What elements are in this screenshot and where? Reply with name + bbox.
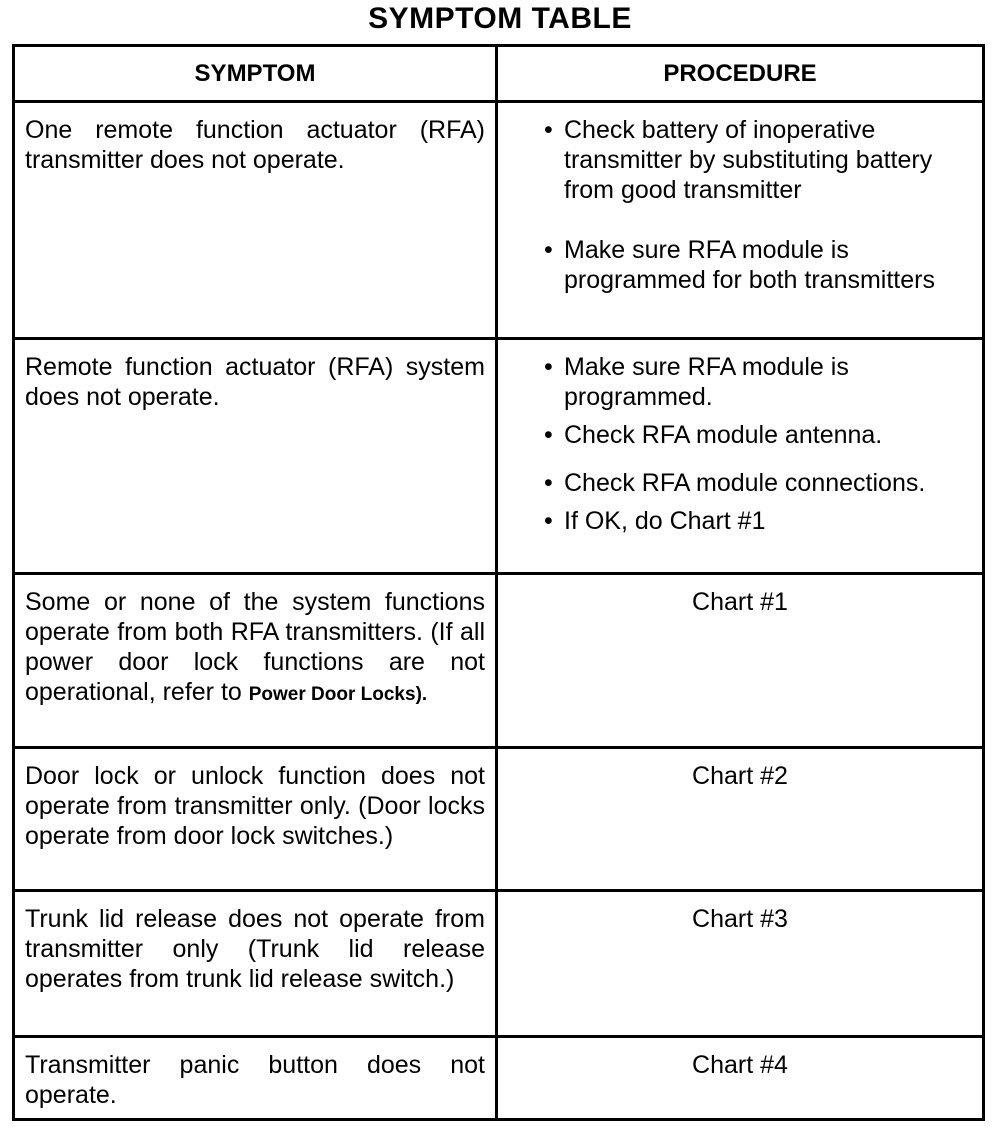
procedure-item: • Check battery of inoperative transmitter by substituting battery from good transmitter [544,115,974,205]
symptom-column-header: SYMPTOM [14,46,497,102]
power-door-locks-reference: Power Door Locks). [248,684,428,705]
page-title: SYMPTOM TABLE [368,2,632,35]
procedure-column-header: PROCEDURE [497,46,984,102]
table-header-row [14,46,984,102]
procedure-cell: Chart #4 [497,1037,984,1120]
procedure-cell: Chart #2 [497,748,984,891]
symptom-cell: Remote function actuator (RFA) system does not operate. [14,339,497,574]
table-row [14,748,984,891]
procedure-item: • Check RFA module antenna. [544,420,974,450]
procedure-cell [497,102,984,339]
procedure-item: • Make sure RFA module is programmed. [544,352,974,412]
table-row [14,891,984,1037]
procedure-item: • Check RFA module connections. [544,468,974,498]
symptom-cell: Door lock or unlock function does not operate from transmitter only. (Door locks operate from door lock switches.) [14,748,497,891]
symptom-cell: Transmitter panic button does not operate. [14,1037,497,1120]
symptom-cell: Trunk lid release does not operate from transmitter only (Trunk lid release operates from trunk lid release switch.) [14,891,497,1037]
symptom-cell: One remote function actuator (RFA) transmitter does not operate. [14,102,497,339]
symptom-cell [14,574,497,748]
symptom-table [12,44,985,1121]
procedure-item: • If OK, do Chart #1 [544,506,974,536]
table-row [14,574,984,748]
procedure-list [544,352,974,536]
procedure-cell: Chart #3 [497,891,984,1037]
table-row [14,1037,984,1120]
table-row [14,339,984,574]
procedure-item: • Make sure RFA module is programmed for both transmitters [544,235,974,295]
table-row [14,102,984,339]
procedure-list [544,115,974,295]
procedure-cell: Chart #1 [497,574,984,748]
symptom-text: Some or none of the system functions operate from both RFA transmitters. (If all power door lock functions are not operational, refer to [25,588,485,706]
procedure-cell [497,339,984,574]
